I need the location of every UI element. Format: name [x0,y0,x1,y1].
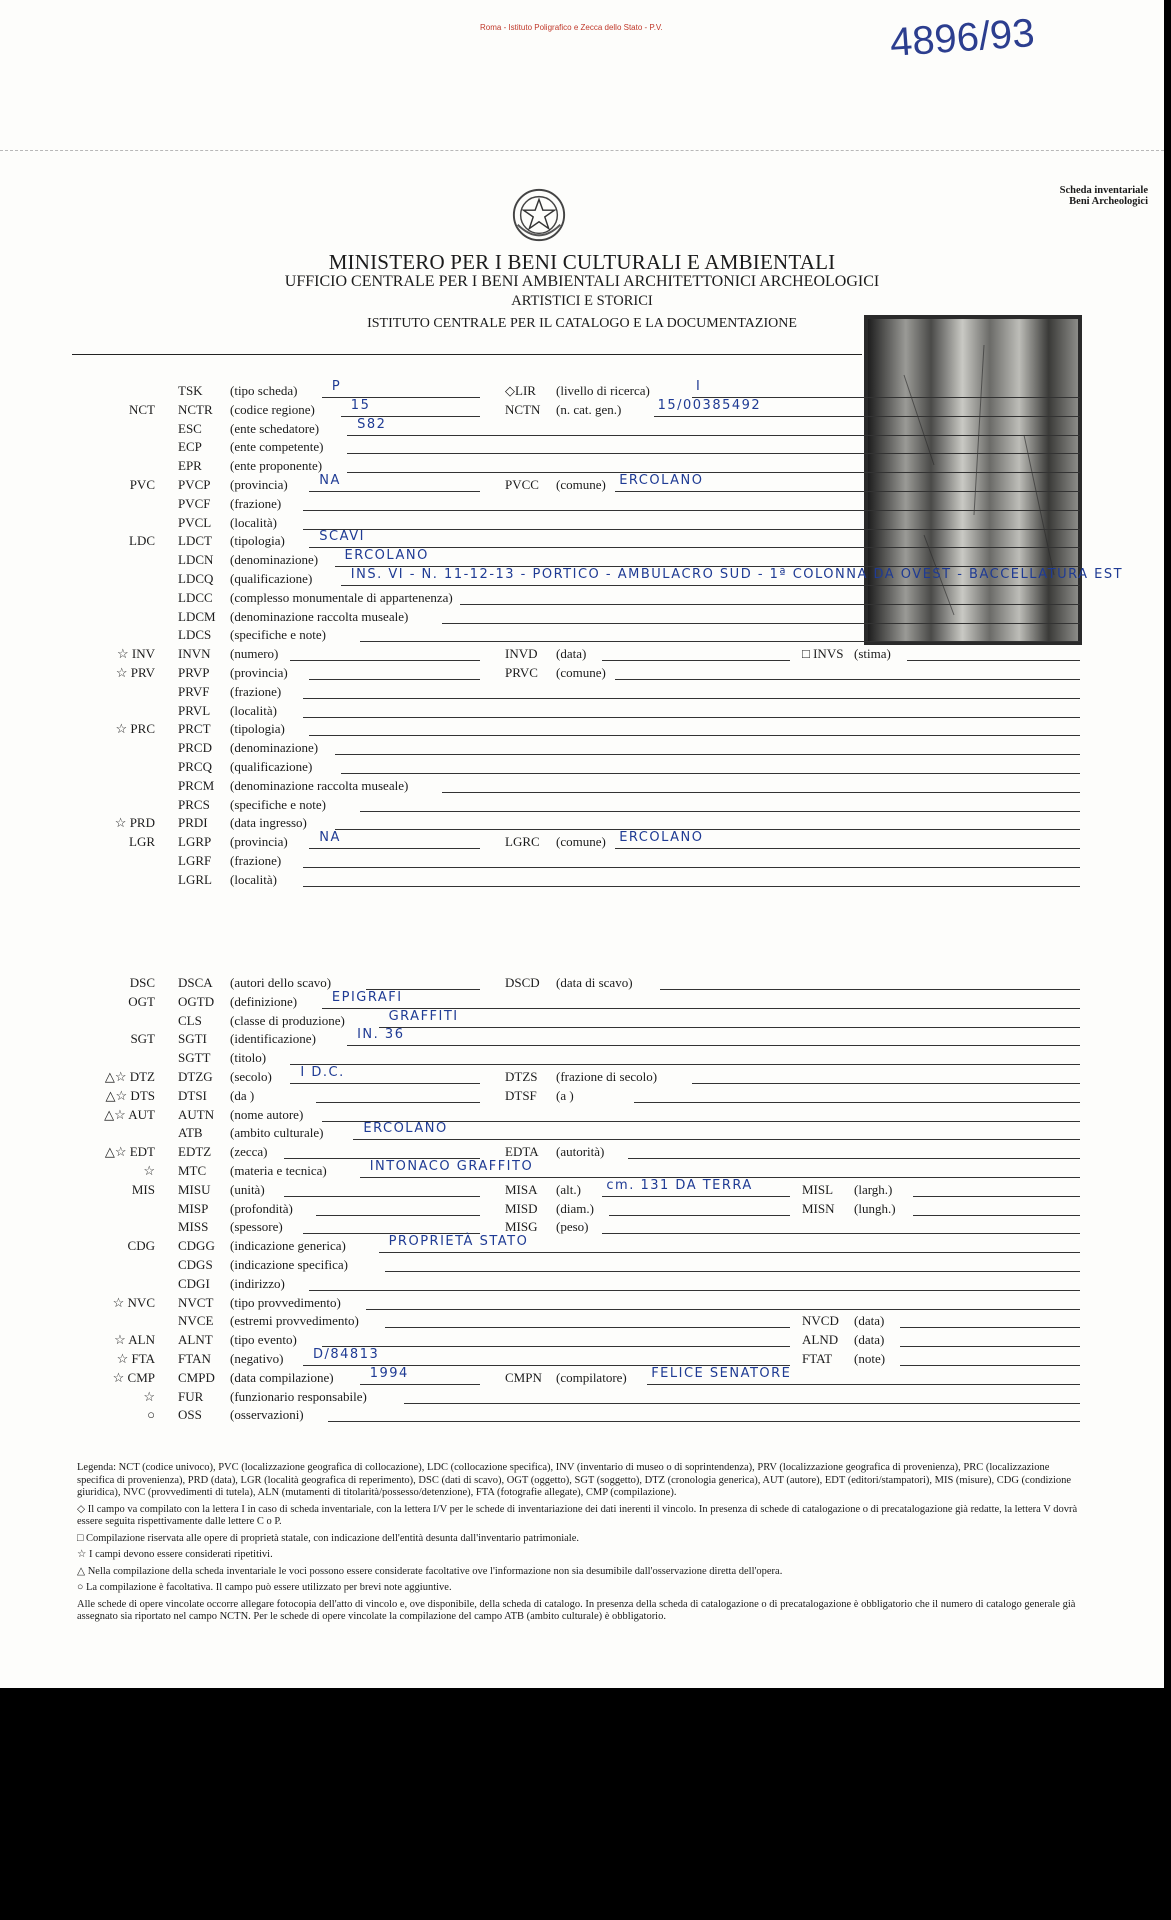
field-label: (estremi provvedimento) [230,1313,359,1329]
field-line [442,792,1080,793]
field-line-2 [602,1233,1080,1234]
field-label: (da ) [230,1087,255,1103]
field-code: PRCM [178,777,215,793]
field-code: PVCF [178,495,211,511]
field-code-3: FTAT [802,1351,833,1366]
field-value: INTONACO GRAFFITO [369,1159,534,1174]
field-line [309,679,480,680]
legend-note-optional-items: △ Nella compilazione della scheda inventariale le voci possono essere considerate facoltative ove l'informazione non sia desumibile dall'osservazione diretta dell'opera. [77,1565,783,1577]
field-code: PRVL [178,702,211,718]
field-code: CDGI [178,1275,210,1291]
field-code: LDCS [178,627,212,643]
ministry-title: MINISTERO PER I BENI CULTURALI E AMBIENTALI [328,250,836,274]
group-code: PVC [129,477,155,492]
field-label: (ambito culturale) [230,1125,324,1141]
field-code: MISU [178,1181,211,1197]
field-line [303,717,1080,718]
field-code: LDCM [178,608,216,624]
field-label-3: (note) [854,1351,886,1366]
field-line [328,1421,1080,1422]
field-line [303,867,1080,868]
field-code: PRCT [178,721,211,737]
field-value: EPIGRAFI [331,989,403,1005]
field-value: D/84813 [313,1347,380,1362]
field-code-3: MISL [802,1181,834,1197]
field-line [316,1102,480,1103]
field-code: ESC [178,420,202,436]
field-label-3: (largh.) [854,1181,893,1197]
field-label: (complesso monumentale di appartenenza) [230,589,453,605]
field-line [366,1309,1080,1310]
field-label-2: (frazione di secolo) [556,1069,658,1084]
field-code: PRVF [178,683,210,699]
institute-title: ISTITUTO CENTRALE PER IL CATALOGO E LA DOCUMENTAZIONE [367,316,797,331]
field-label: (zecca) [230,1144,268,1160]
field-line [303,698,1080,699]
field-code-2: LGRC [505,834,540,850]
field-value: NA [319,473,341,488]
field-label: (unità) [230,1181,265,1197]
field-line [379,1252,1080,1253]
group-code: SGT [130,1031,155,1047]
field-line-2 [654,416,1080,417]
field-line-2 [615,679,1080,680]
field-code: LDCN [178,552,214,568]
field-code: DTZG [178,1069,213,1084]
field-code: LGRF [178,853,212,868]
field-value: S82 [357,416,387,432]
field-line [290,1083,480,1084]
field-code: PRCD [178,740,212,756]
field-line-2 [634,1102,1080,1103]
legend-note-state: □ Compilazione riservata alle opere di proprietà statale, con indicazione dell'entità desunta dall'inventario patrimoniale. [77,1532,579,1544]
field-line-2 [609,1215,790,1216]
field-line [347,472,1080,473]
field-line [284,1196,480,1197]
group-code: △☆ EDT [104,1144,155,1160]
field-code: TSK [178,383,203,398]
field-label: (tipo evento) [230,1332,297,1348]
field-label: (materia e tecnica) [230,1163,327,1178]
field-code: PRCS [178,796,210,812]
field-value: 1994 [369,1365,409,1381]
field-label: (qualificazione) [230,759,313,774]
field-label: (località) [230,514,277,530]
field-line-3 [913,1215,1080,1216]
field-value-2: ERCOLANO [619,830,704,846]
field-label-2: (autorità) [556,1144,605,1160]
field-value: 15 [350,397,371,413]
attached-photo [864,315,1082,645]
field-code-3: MISN [802,1200,835,1216]
field-code-2: MISD [505,1200,538,1216]
field-label-2: (peso) [556,1219,589,1235]
field-line-2 [615,491,1080,492]
field-line [347,453,1080,454]
fold-line [0,150,1164,151]
field-label: (indirizzo) [230,1275,285,1291]
field-line-2 [660,989,1080,990]
group-code: ☆ CMP [112,1369,155,1385]
field-code-2: CMPN [505,1369,542,1385]
field-line [360,641,1080,642]
field-label-2: (compilatore) [556,1369,627,1385]
field-code: MISS [178,1219,209,1235]
field-label-2: (comune) [556,665,606,680]
field-line [341,585,1080,586]
field-code: ECP [178,439,202,455]
field-line-3 [913,1196,1080,1197]
field-code: AUTN [178,1106,215,1122]
field-code: NCTR [178,401,213,417]
field-value: PROPRIETÀ STATO [388,1234,529,1250]
field-line-3 [900,1346,1080,1347]
field-label: (località) [230,702,277,718]
group-code: △☆ DTZ [104,1069,155,1084]
field-label: (specifiche e note) [230,796,327,812]
field-line [347,435,1080,436]
group-code: △☆ AUT [104,1106,155,1122]
group-code: OGT [128,993,155,1009]
group-code: MIS [131,1181,155,1197]
field-label: (data ingresso) [230,815,307,831]
field-code: OGTD [178,993,215,1009]
field-code-3: NVCD [802,1313,839,1329]
field-code: DTSI [178,1087,207,1103]
field-line [303,886,1080,887]
field-code: FTAN [178,1351,211,1366]
field-line [379,1027,1080,1028]
field-label: (indicazione generica) [230,1238,346,1254]
field-label: (titolo) [230,1050,267,1066]
field-label-3: (lungh.) [854,1200,896,1216]
field-value-2: I [696,379,702,394]
field-label: (osservazioni) [230,1407,304,1423]
field-line [404,1403,1080,1404]
field-line [303,529,1080,530]
field-label-2: (n. cat. gen.) [556,401,622,417]
field-line-3 [900,1365,1080,1366]
field-label: (provincia) [230,834,288,850]
office-line-2: ARTISTICI E STORICI [511,293,653,309]
field-label: (funzionario responsabile) [230,1388,367,1404]
field-label: (specifiche e note) [230,627,327,643]
field-label: (ente proponente) [230,458,323,474]
field-line [290,660,480,661]
field-code: FUR [178,1388,204,1404]
field-label: (identificazione) [230,1031,316,1047]
field-code: CMPD [178,1369,215,1385]
field-code: NVCE [178,1313,214,1329]
field-code: ALNT [178,1332,213,1348]
field-label: (definizione) [230,993,298,1009]
field-label: (frazione) [230,853,282,868]
field-value: ERCOLANO [363,1121,448,1137]
field-label: (denominazione) [230,552,319,568]
field-line [316,1215,480,1216]
field-value: ERCOLANO [344,548,429,564]
field-label: (ente schedatore) [230,420,320,436]
field-label: (tipologia) [230,533,285,549]
field-code: PVCL [178,514,212,530]
field-label: (numero) [230,646,279,662]
group-code: NCT [129,401,155,417]
group-code: LGR [129,834,155,850]
field-line [353,1139,1080,1140]
field-code: NVCT [178,1294,214,1310]
legend-text: Legenda: NCT (codice univoco), PVC (localizzazione geografica di collocazione), LDC (collocazione specifica), INV (inventario di museo o di soprintendenza), PRV (localizzazione geografica di provenienza), PRC (localizzazione specifica di provenienza), PRD (data), LGR (località geografica di reperimento), DSC (dati di scavo), OGT (oggetto), SGT (soggetto), DTZ (cronologia generica), AUT (autore), EDT (editori/stampatori), MIS (misure), CDG (condizione giuridica), NVC (provvedimenti di tutela), ALN (mutamenti di titolarità/possesso/detenzione), FTA (fotografie allegate), CMP (compilazione). [77,1462,1072,1498]
field-value-2: FELICE SENATORE [651,1365,792,1381]
field-code: PVCP [178,477,211,492]
field-line [341,773,1080,774]
field-label: (tipologia) [230,721,285,737]
field-line [322,1346,790,1347]
field-label: (qualificazione) [230,571,313,586]
field-code: LDCT [178,533,212,549]
group-code: ☆ ALN [114,1332,155,1348]
office-line-1: UFFICIO CENTRALE PER I BENI AMBIENTALI ARCHITETTONICI ARCHEOLOGICI [284,273,880,290]
field-line-2 [615,848,1080,849]
field-code-2: INVD [505,646,538,662]
field-line [290,1064,1080,1065]
field-line-3 [900,1327,1080,1328]
legend-block [77,1462,1080,1628]
field-code-3: ALND [802,1332,839,1348]
group-code: ☆ INV [116,646,155,662]
field-value: INS. VI - N. 11-12-13 - PORTICO - AMBULACRO SUD - 1ª COLONNA DA OVEST - BACCELLATURA EST [350,567,1124,582]
field-line-2 [647,1384,1080,1385]
field-line [335,754,1081,755]
field-label: (classe di produzione) [230,1012,345,1028]
field-line [335,829,1081,830]
field-code: SGTI [178,1031,207,1047]
field-label: (ente competente) [230,439,324,455]
republic-emblem-icon [510,185,568,245]
field-code-2: ◇LIR [505,383,536,398]
field-code: ATB [178,1125,203,1141]
field-value: NA [319,830,341,846]
field-line [309,848,480,849]
field-value: GRAFFITI [388,1008,459,1024]
field-label: (autori dello scavo) [230,975,332,990]
field-label-2: (a ) [556,1087,574,1103]
field-code-2: EDTA [505,1144,539,1160]
field-line [347,1045,1080,1046]
field-line [309,1290,1080,1291]
field-label: (provincia) [230,477,288,492]
field-label: (località) [230,871,277,887]
header-rule [72,354,862,355]
group-code: ☆ FTA [116,1351,155,1366]
field-value-2: 15/00385492 [657,397,762,413]
field-label: (tipo provvedimento) [230,1294,341,1310]
field-code: PRCQ [178,759,212,774]
field-label: (secolo) [230,1069,272,1084]
field-line [322,397,480,398]
field-code-2: DTZS [505,1069,538,1084]
field-label: (provincia) [230,665,288,680]
field-line [360,1384,480,1385]
field-line-3 [907,660,1080,661]
field-label: (negativo) [230,1351,284,1366]
group-code: ☆ PRD [114,815,155,831]
field-label: (indicazione specifica) [230,1257,349,1272]
group-code: ☆ NVC [112,1294,155,1310]
field-label: (denominazione raccolta museale) [230,608,409,624]
field-label-2: (alt.) [556,1181,581,1197]
group-code: CDG [127,1238,155,1254]
group-code: △☆ DTS [105,1087,155,1103]
group-code: ☆ [143,1163,155,1178]
field-line [360,811,1080,812]
field-value: SCAVI [319,529,365,545]
field-label: (denominazione) [230,740,319,756]
field-label-3: (data) [854,1313,885,1329]
field-code: CLS [178,1012,202,1028]
field-label: (data compilazione) [230,1369,334,1385]
field-line [385,1271,1080,1272]
field-code: MISP [178,1200,209,1216]
field-value: IN. 36 [357,1027,405,1043]
field-code-2: DTSF [505,1087,537,1103]
field-label: (profondità) [230,1200,293,1216]
legend-note-optional: ○ La compilazione è facoltativa. Il campo può essere utilizzato per brevi note aggiuntive. [77,1582,452,1593]
legend-note-vincolo: Alle schede di opere vincolate occorre allegare fotocopia dell'atto di vincolo e, ove disponibile, della scheda di catalogo. In presenza della scheda di catalogazione o di precatalogazione è obbligatorio che il numero di catalogo generale già assegnato sia riportato nel campo NCTN. Per le schede di opere vincolate la compilazione del campo ATB (ambito culturale) è obbligatorio. [77,1598,1076,1622]
field-line-2 [602,1196,790,1197]
field-code: MTC [178,1163,207,1178]
field-value: P [331,379,342,394]
field-code: PRDI [178,815,208,831]
field-code-2: NCTN [505,401,541,417]
field-label: (spessore) [230,1219,283,1235]
group-code: ☆ PRV [115,665,155,680]
field-code: CDGG [178,1238,215,1254]
field-line [460,604,1080,605]
field-label: (frazione) [230,495,282,511]
field-code: LGRP [178,834,212,850]
field-label-2: (comune) [556,477,606,492]
field-code: SGTT [178,1050,211,1066]
field-line [385,1327,790,1328]
archive-number-handwritten: 4896/93 [888,11,1036,65]
field-label-2: (livello di ricerca) [556,383,650,398]
field-line [442,623,1080,624]
field-label-3: (stima) [854,646,891,662]
field-line-2 [628,1158,1080,1159]
field-line [309,491,480,492]
field-code: EDTZ [178,1144,212,1160]
field-code: LDCQ [178,571,214,586]
field-line-2 [602,660,790,661]
legend-note-repeat: ☆ I campi devono essere considerati ripetitivi. [77,1549,273,1560]
field-code: PRVP [178,665,210,680]
field-code: CDGS [178,1257,213,1272]
group-code: DSC [129,975,155,990]
field-code-2: MISA [505,1181,538,1197]
field-code: LGRL [178,871,212,887]
field-label: (codice regione) [230,401,315,417]
field-label: (tipo scheda) [230,383,298,398]
printer-note: Roma - Istituto Poligrafico e Zecca dello Stato - P.V. [480,23,663,32]
field-code: DSCA [178,975,213,990]
field-line-2 [692,1083,1080,1084]
field-label-2: (data di scavo) [556,975,633,990]
field-value-2: ERCOLANO [619,473,704,488]
field-code: INVN [178,646,211,662]
field-label: (frazione) [230,683,282,699]
field-label: (denominazione raccolta museale) [230,777,409,793]
field-line [303,510,1080,511]
scheda-type-label: Scheda inventariale Beni Archeologici [1059,185,1148,207]
field-code-3: □ INVS [802,646,844,662]
field-code: OSS [178,1407,202,1423]
field-code-2: PVCC [505,477,539,492]
field-label: (nome autore) [230,1106,304,1122]
field-code-2: PRVC [505,665,538,680]
field-code: EPR [178,458,202,474]
field-label-2: (diam.) [556,1200,594,1216]
field-value-2: cm. 131 DA TERRA [606,1177,753,1193]
field-line [309,735,1080,736]
field-code-2: MISG [505,1219,538,1235]
field-label-3: (data) [854,1332,885,1348]
group-code: ☆ [143,1388,155,1404]
field-label-2: (comune) [556,834,606,850]
field-label-2: (data) [556,646,587,662]
legend-note-lir: ◇ Il campo va compilato con la lettera I in caso di scheda inventariale, con la lettera I/V per le schede di inventariazione dei dati inerenti il vincolo. In presenza di schede di catalogazione o di precatalogazione già redatte, la lettera V dovrà essere seguita rispettivamente dalle lettere C o P. [77,1503,1078,1527]
group-code: LDC [129,533,155,549]
field-code-2: DSCD [505,975,540,990]
field-code: LDCC [178,589,213,605]
field-value: I D.C. [300,1065,345,1080]
group-code: ☆ PRC [115,721,155,737]
group-code: ○ [147,1407,155,1423]
